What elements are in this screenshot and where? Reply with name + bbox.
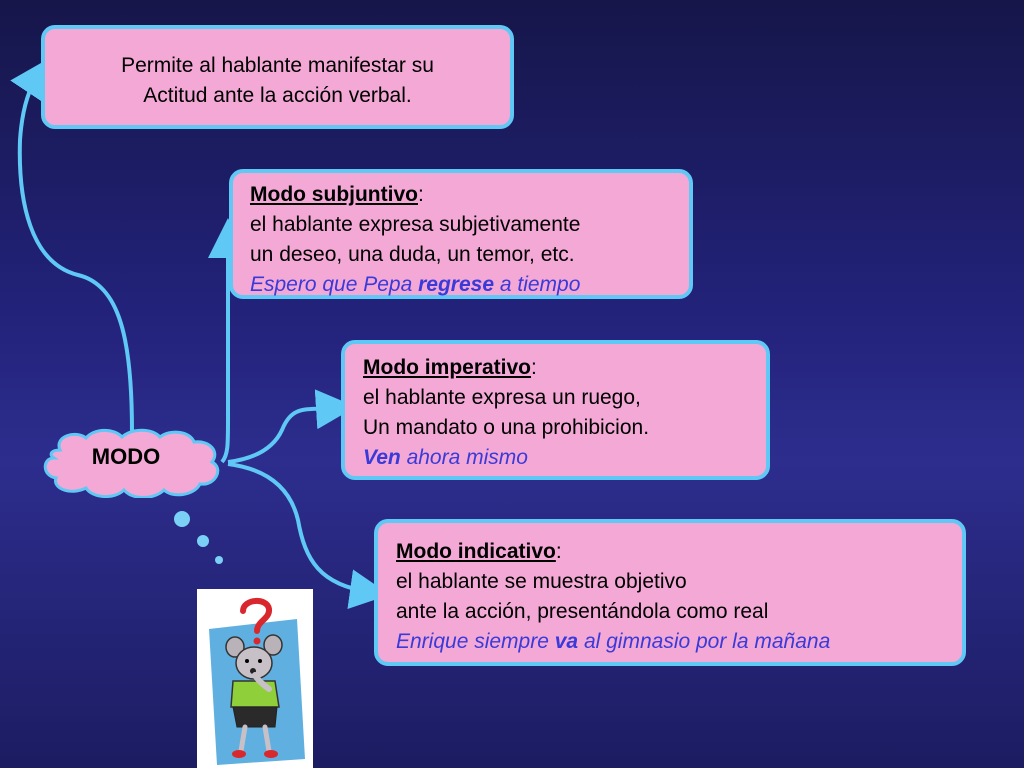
modo-imperativo-box: Modo imperativo: el hablante expresa un ruego, Un mandato o una prohibicion. Ven ahora mismo xyxy=(341,340,770,480)
top-box-line2: Actitud ante la acción verbal. xyxy=(143,84,412,107)
modo-indicativo-box: Modo indicativo: el hablante se muestra objetivo ante la acción, presentándola como real Enrique siempre va al gimnasio por la mañana xyxy=(374,519,966,666)
modo-imperativo-line2: Un mandato o una prohibicion. xyxy=(363,416,650,439)
thought-dot-large xyxy=(174,511,190,527)
arrow-to-indicativo xyxy=(228,464,370,592)
modo-imperativo-line1: el hablante expresa un ruego, xyxy=(363,386,641,409)
modo-label: MODO xyxy=(91,444,161,469)
modo-imperativo-example: Ven ahora mismo xyxy=(363,446,528,469)
thought-dot-small xyxy=(215,556,223,564)
modo-indicativo-line2: ante la acción, presentándola como real xyxy=(396,600,769,623)
modo-subjuntivo-example: Espero que Pepa regrese a tiempo xyxy=(250,273,581,296)
top-box xyxy=(41,25,514,129)
thought-dot-medium xyxy=(197,535,209,547)
modo-subjuntivo-line2: un deseo, una duda, un temor, etc. xyxy=(250,243,575,266)
modo-indicativo-line1: el hablante se muestra objetivo xyxy=(396,570,687,593)
modo-subjuntivo-line1: el hablante expresa subjetivamente xyxy=(250,213,581,236)
thinking-mouse-icon xyxy=(197,589,313,768)
modo-imperativo-title: Modo imperativo xyxy=(363,356,532,379)
modo-indicativo-title: Modo indicativo xyxy=(396,540,556,563)
modo-subjuntivo-title: Modo subjuntivo xyxy=(250,183,418,206)
top-box-line1: Permite al hablante manifestar su xyxy=(121,54,434,77)
arrow-to-imperativo xyxy=(228,408,336,462)
modo-indicativo-example: Enrique siempre va al gimnasio por la mañana xyxy=(396,630,831,653)
modo-subjuntivo-box: Modo subjuntivo: el hablante expresa subjetivamente un deseo, una duda, un temor, etc. Espero que Pepa regrese a tiempo xyxy=(229,169,693,299)
